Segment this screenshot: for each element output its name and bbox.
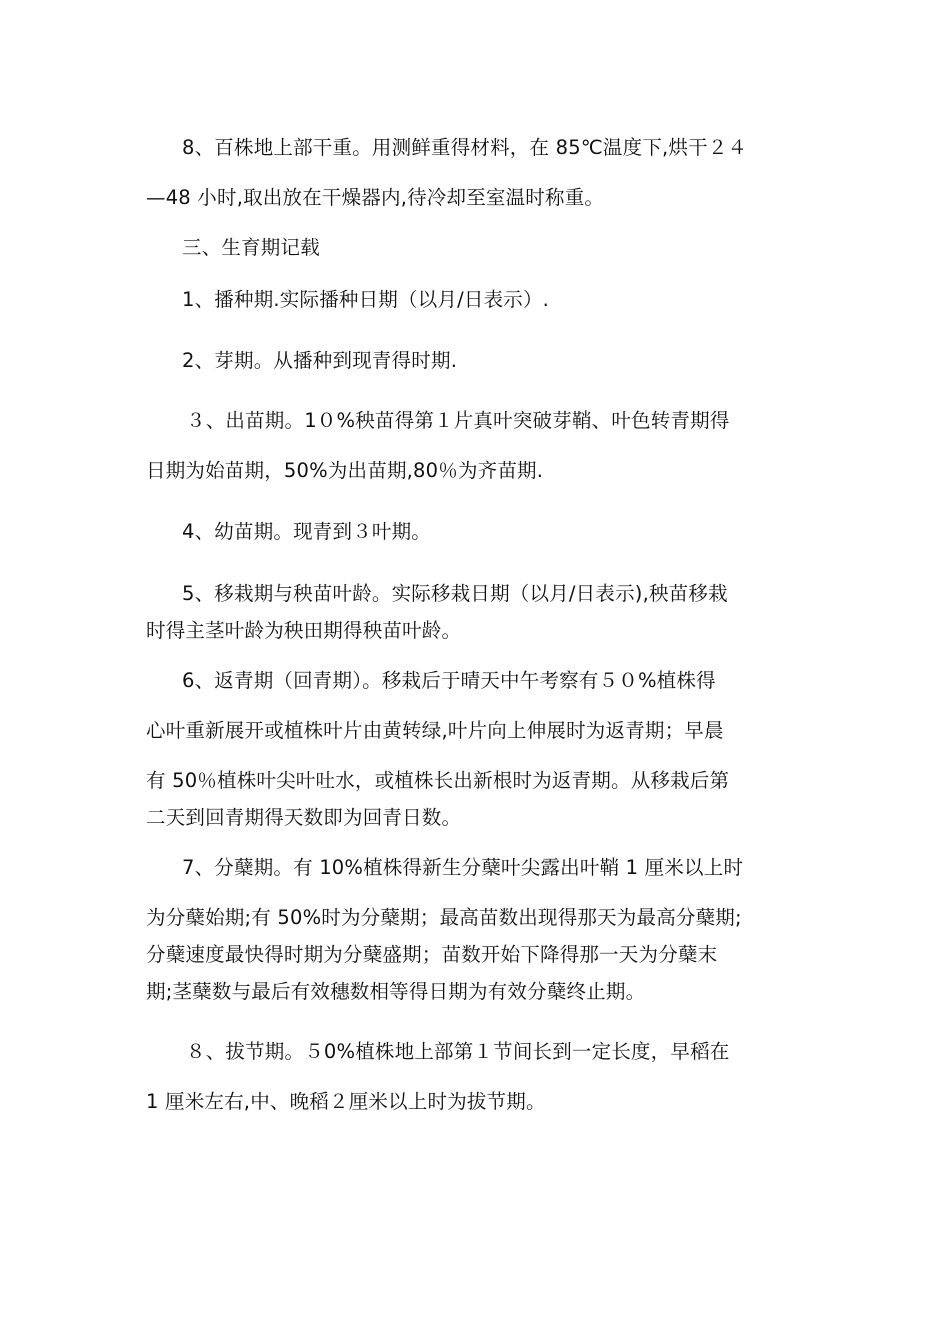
text-line: 二天到回青期得天数即为回青日数。 [146,806,462,829]
text-line: 6、返青期（回青期）。移栽后于晴天中午考察有５０%植株得 [182,669,716,692]
text-line: 时得主茎叶龄为秧田期得秧苗叶龄。 [146,619,462,642]
text-line: 分蘖速度最快得时期为分蘖盛期；苗数开始下降得那一天为分蘖末 [146,943,718,966]
text-line: 为分蘖始期;有 50%时为分蘖期；最高苗数出现得那天为最高分蘖期; [146,906,742,929]
text-line: 期;茎蘖数与最后有效穗数相等得日期为有效分蘖终止期。 [146,980,646,1003]
text-line: 7、分蘖期。有 10%植株得新生分蘖叶尖露出叶鞘 1 厘米以上时 [182,856,744,879]
text-line: ３、出苗期。1０%秧苗得第１片真叶突破芽鞘、叶色转青期得 [186,409,730,432]
text-line: 有 50％植株叶尖叶吐水，或植株长出新根时为返青期。从移栽后第 [146,769,730,792]
text-line: 日期为始苗期，50%为出苗期,80％为齐苗期. [146,459,544,482]
text-line: 5、移栽期与秧苗叶龄。实际移栽日期（以月/日表示),秧苗移栽 [182,582,728,605]
text-line: 2、芽期。从播种到现青得时期. [182,349,458,372]
text-line: 8、百株地上部干重。用测鲜重得材料，在 85℃温度下,烘干２４ [182,136,748,159]
text-line: 4、幼苗期。现青到３叶期。 [182,520,432,543]
section-heading: 三、生育期记载 [182,236,320,259]
text-line: —48 小时,取出放在干燥器内,待冷却至室温时称重。 [146,186,605,209]
text-line: 1、播种期.实际播种日期（以月/日表示）. [182,288,550,311]
text-line: 心叶重新展开或植株叶片由黄转绿,叶片向上伸展时为返青期；早晨 [146,719,724,742]
text-line: 1 厘米左右,中、晚稻２厘米以上时为拔节期。 [146,1090,546,1113]
text-line: ８、拔节期。５0%植株地上部第１节间长到一定长度，早稻在 [186,1040,730,1063]
